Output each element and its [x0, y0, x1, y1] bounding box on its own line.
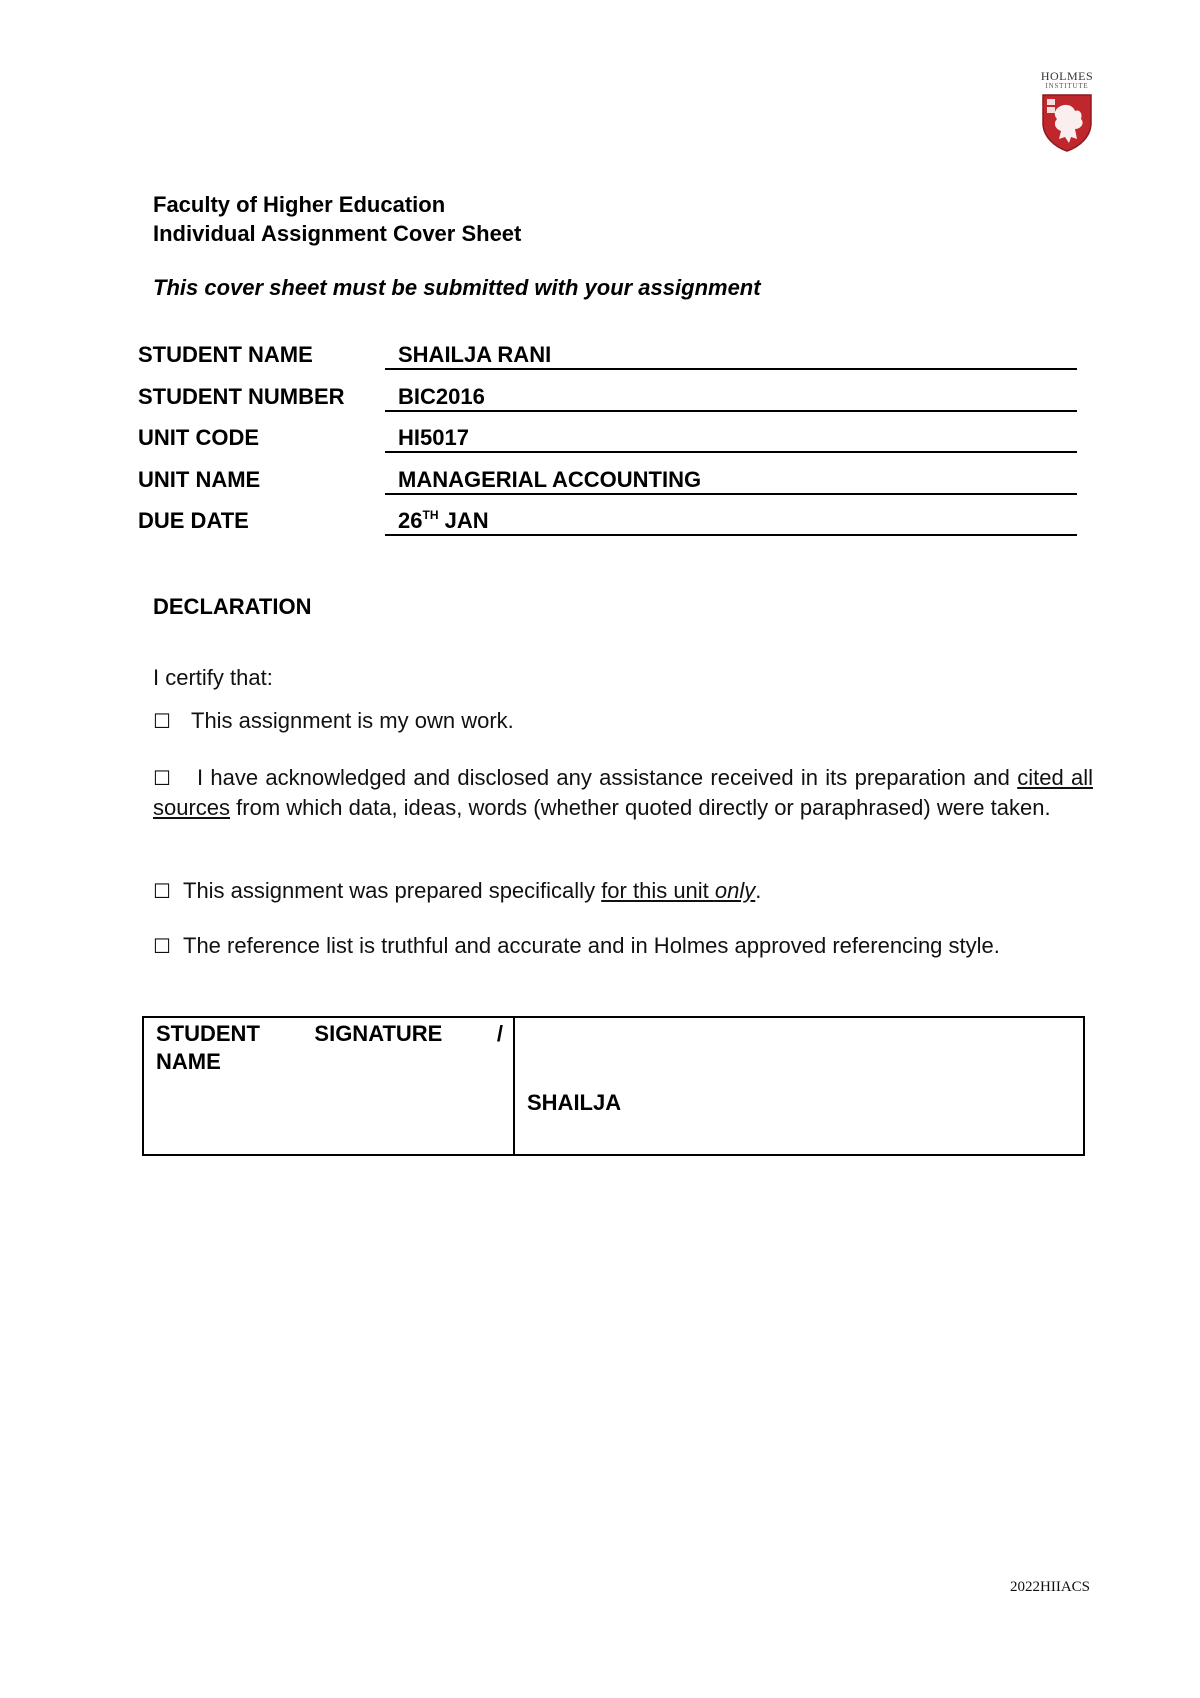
declaration-underlined-text: cited all sources [153, 765, 1094, 820]
checkbox-icon[interactable]: ☐ [153, 934, 171, 958]
due-date-label: DUE DATE [138, 508, 249, 533]
signature-label-word: STUDENT [156, 1021, 260, 1046]
field-row-due-date [138, 506, 1080, 548]
student-number-value: BIC2016 [385, 382, 1077, 412]
declaration-underlined-text: for this unit [601, 878, 715, 903]
field-row-unit-name [138, 465, 1080, 507]
signature-label-word: / [496, 1021, 503, 1046]
declaration-item-reference-list [153, 931, 1093, 961]
faculty-title: Faculty of Higher Education [153, 192, 446, 217]
declaration-item-text: from which data, ideas, words (whether quoted directly or paraphrased) were taken. [230, 795, 1051, 820]
declaration-item-text: The reference list is truthful and accurate and in Holmes approved referencing style. [183, 933, 1000, 958]
unit-code-label: UNIT CODE [138, 425, 259, 450]
due-date-day: 26 [398, 508, 423, 533]
due-date-month: JAN [438, 508, 489, 533]
holmes-logo [1035, 70, 1099, 158]
declaration-item-text: This assignment is my own work. [191, 708, 514, 733]
field-row-unit-code [138, 423, 1080, 465]
logo-subtitle: INSTITUTE [1045, 82, 1089, 90]
unit-code-value: HI5017 [385, 423, 1077, 453]
declaration-item-own-work [153, 706, 1093, 736]
checkbox-icon[interactable]: ☐ [153, 709, 171, 733]
student-info-fields [138, 340, 1080, 548]
signature-table [142, 1016, 1085, 1156]
document-code: 2022HIIACS [1010, 1579, 1091, 1595]
signature-label-word: SIGNATURE [314, 1021, 443, 1046]
declaration-item-text: I have acknowledged and disclosed any assistance received in its preparation and [197, 765, 1018, 790]
unit-name-value: MANAGERIAL ACCOUNTING [385, 465, 1077, 495]
declaration-item-text: This assignment was prepared specifically [183, 878, 602, 903]
signature-value[interactable]: SHAILJA [527, 1090, 622, 1115]
student-number-label: STUDENT NUMBER [138, 383, 345, 409]
unit-name-label: UNIT NAME [138, 466, 261, 492]
due-date-ordinal: TH [422, 508, 439, 522]
field-row-student-number [138, 382, 1080, 424]
declaration-intro: I certify that: [153, 665, 273, 690]
student-name-label: STUDENT NAME [138, 342, 313, 367]
document-header [153, 190, 521, 248]
due-date-value [385, 506, 1077, 536]
declaration-item-acknowledged [153, 763, 1093, 822]
student-name-value: SHAILJA RANI [385, 340, 1077, 370]
field-row-student-name [138, 340, 1080, 382]
declaration-item-prepared-for-unit [153, 876, 1093, 906]
declaration-heading: DECLARATION [153, 594, 312, 619]
signature-label-line: NAME [156, 1049, 221, 1074]
signature-label-line [156, 1020, 503, 1048]
shield-griffin-icon [1041, 93, 1093, 153]
submission-note: This cover sheet must be submitted with your assignment [153, 275, 761, 300]
logo-wordmark: HOLMES [1040, 69, 1094, 83]
signature-label-cell [144, 1018, 515, 1154]
checkbox-icon[interactable]: ☐ [153, 879, 171, 903]
declaration-item-text: . [755, 878, 762, 903]
cover-sheet-title: Individual Assignment Cover Sheet [153, 221, 522, 246]
declaration-underlined-italic-text: only [714, 878, 756, 903]
checkbox-icon[interactable]: ☐ [153, 766, 171, 790]
